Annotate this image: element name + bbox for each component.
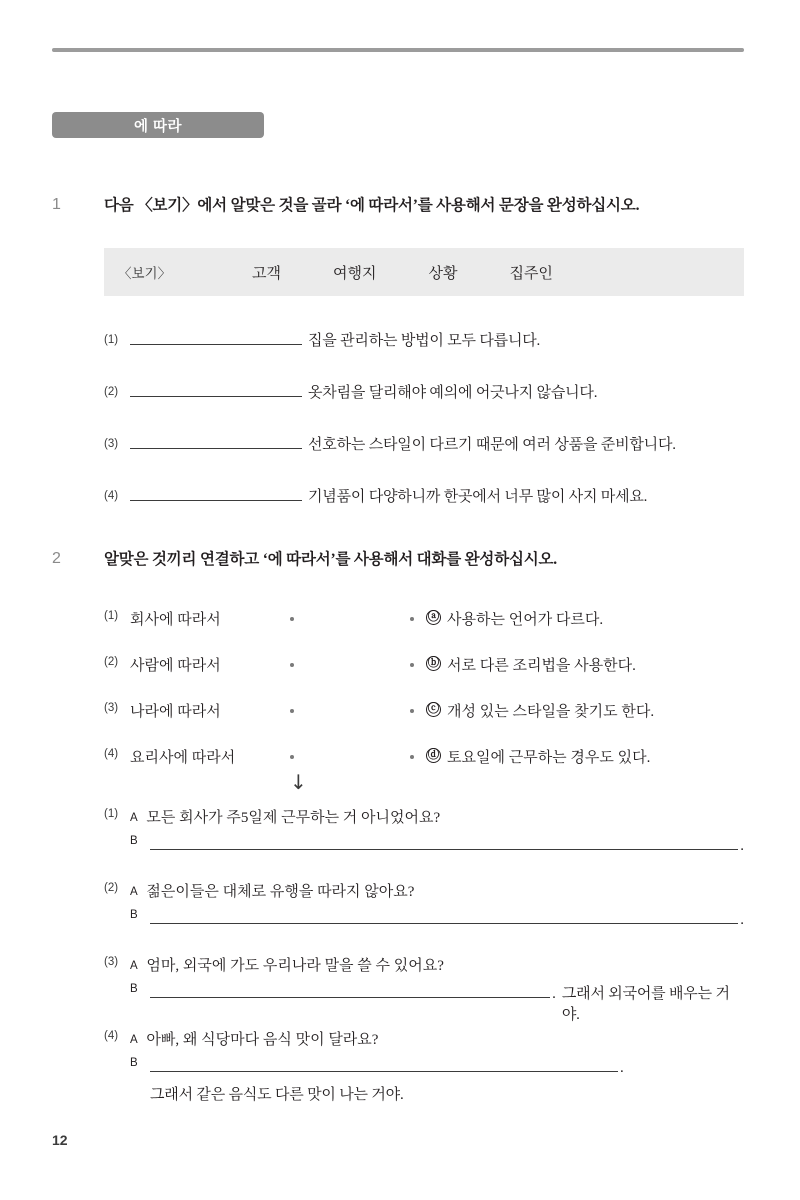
match-row — [104, 746, 744, 768]
word-bank-word: 여행지 — [332, 265, 377, 282]
dialogue-item — [104, 954, 744, 1024]
dialogue-a-text: 엄마, 외국에 가도 우리나라 말을 쓸 수 있어요? — [146, 958, 444, 974]
speaker-b-label: B — [130, 1057, 138, 1069]
match-right-text[interactable]: 서로 다른 조리법을 사용한다. — [447, 658, 636, 674]
answer-blank[interactable] — [150, 982, 550, 998]
exercise-1-number: 1 — [52, 196, 61, 213]
dialogue-item — [104, 806, 744, 855]
exercise-2-number: 2 — [52, 550, 61, 567]
exercise-1-instruction: 다음 〈보기〉에서 알맞은 것을 골라 ‘에 따라서’를 사용해서 문장을 완성하십시오. — [104, 197, 640, 214]
answer-blank[interactable] — [130, 484, 302, 501]
header-rule — [52, 48, 744, 52]
word-bank-word: 고객 — [252, 265, 281, 282]
item-index: (1) — [104, 610, 119, 622]
fill-in-item — [104, 432, 676, 454]
period-mark: . — [552, 986, 556, 1002]
dialogue-line-b — [104, 908, 744, 929]
speaker-b-label: B — [130, 835, 138, 847]
option-letter-icon: ⓐ — [427, 611, 440, 623]
dialogue-line-a — [104, 880, 744, 901]
dialogue-b-tail-text: 그래서 외국어를 배우는 거야. — [561, 986, 730, 1023]
option-letter-icon: ⓓ — [427, 749, 440, 761]
option-letter-icon: ⓒ — [427, 703, 440, 715]
match-dot-left[interactable] — [290, 663, 294, 667]
period-mark: . — [740, 838, 744, 854]
answer-blank[interactable] — [150, 908, 738, 924]
item-index: (2) — [104, 882, 119, 894]
match-right-text[interactable]: 개성 있는 스타일을 찾기도 한다. — [447, 704, 655, 720]
grammar-point-chip: 에 따라 — [52, 112, 264, 138]
word-bank-words — [252, 262, 744, 283]
item-text: 집을 관리하는 방법이 모두 다릅니다. — [308, 333, 541, 349]
dialogue-item — [104, 880, 744, 929]
match-row — [104, 700, 744, 722]
speaker-b-label: B — [130, 909, 138, 921]
word-bank-word: 상황 — [428, 265, 458, 282]
speaker-a-label: A — [130, 812, 138, 824]
dialogue-b-continuation: 그래서 같은 음식도 다른 맛이 나는 거야. — [150, 1087, 404, 1103]
match-right-text[interactable]: 토요일에 근무하는 경우도 있다. — [447, 750, 651, 766]
dialogue-a-text: 아빠, 왜 식당마다 음식 맛이 달라요? — [146, 1032, 379, 1048]
item-index: (2) — [104, 656, 119, 668]
item-index: (4) — [104, 490, 119, 502]
dialogue-line-b — [104, 834, 744, 855]
period-mark: . — [620, 1060, 624, 1076]
answer-blank[interactable] — [150, 834, 738, 850]
item-index: (1) — [104, 808, 119, 820]
answer-blank[interactable] — [150, 1056, 618, 1072]
item-text: 기념품이 다양하니까 한곳에서 너무 많이 사지 마세요. — [308, 489, 648, 505]
page-number: 12 — [52, 1132, 68, 1148]
match-right-group — [426, 746, 650, 767]
word-bank-word: 집주인 — [509, 265, 553, 282]
match-right-group — [426, 654, 636, 675]
dialogue-item — [104, 1028, 744, 1104]
match-right-group — [426, 700, 654, 721]
dialogue-line-a — [104, 954, 744, 975]
exercise-1 — [52, 196, 752, 216]
arrow-down-icon: ↓ — [290, 770, 307, 794]
item-index: (2) — [104, 386, 119, 398]
fill-in-item — [104, 484, 647, 506]
match-dot-left[interactable] — [290, 755, 294, 759]
item-text: 옷차림을 달리해야 예의에 어긋나지 않습니다. — [308, 385, 598, 401]
match-dot-left[interactable] — [290, 709, 294, 713]
exercise-2 — [52, 550, 752, 570]
speaker-a-label: A — [130, 960, 138, 972]
word-bank-label: 〈보기〉 — [118, 266, 172, 281]
speaker-a-label: A — [130, 886, 138, 898]
dialogue-line-b — [104, 982, 744, 1024]
answer-blank[interactable] — [130, 432, 302, 449]
fill-in-item — [104, 328, 540, 350]
exercise-2-instruction: 알맞은 것끼리 연결하고 ‘에 따라서’를 사용해서 대화를 완성하십시오. — [104, 551, 557, 568]
match-row — [104, 654, 744, 676]
answer-blank[interactable] — [130, 380, 302, 397]
dialogue-line-b — [104, 1056, 744, 1077]
match-dot-right[interactable] — [410, 709, 414, 713]
item-index: (3) — [104, 438, 119, 450]
dialogue-a-text: 젊은이들은 대체로 유행을 따라지 않아요? — [146, 884, 415, 900]
match-dot-right[interactable] — [410, 617, 414, 621]
item-index: (4) — [104, 1030, 119, 1042]
dialogue-line-a — [104, 1028, 744, 1049]
item-index: (1) — [104, 334, 119, 346]
dialogue-line-a — [104, 806, 744, 827]
item-index: (3) — [104, 702, 119, 714]
item-index: (4) — [104, 748, 119, 760]
item-index: (3) — [104, 956, 119, 968]
match-row — [104, 608, 744, 630]
speaker-b-label: B — [130, 983, 138, 995]
item-text: 선호하는 스타일이 다르기 때문에 여러 상품을 준비합니다. — [308, 437, 676, 453]
word-bank — [104, 248, 744, 296]
fill-in-item — [104, 380, 597, 402]
speaker-a-label: A — [130, 1034, 138, 1046]
match-right-group — [426, 608, 603, 629]
answer-blank[interactable] — [130, 328, 302, 345]
match-left-text[interactable]: 사람에 따라서 — [130, 658, 221, 674]
match-right-text[interactable]: 사용하는 언어가 다르다. — [447, 612, 604, 628]
match-left-text[interactable]: 회사에 따라서 — [130, 612, 221, 628]
option-letter-icon: ⓑ — [427, 657, 440, 669]
match-left-text[interactable]: 나라에 따라서 — [130, 704, 221, 720]
match-dot-right[interactable] — [410, 755, 414, 759]
match-dot-left[interactable] — [290, 617, 294, 621]
match-dot-right[interactable] — [410, 663, 414, 667]
match-left-text[interactable]: 요리사에 따라서 — [130, 750, 236, 766]
period-mark: . — [740, 912, 744, 928]
dialogue-a-text: 모든 회사가 주5일제 근무하는 거 아니었어요? — [146, 810, 441, 826]
